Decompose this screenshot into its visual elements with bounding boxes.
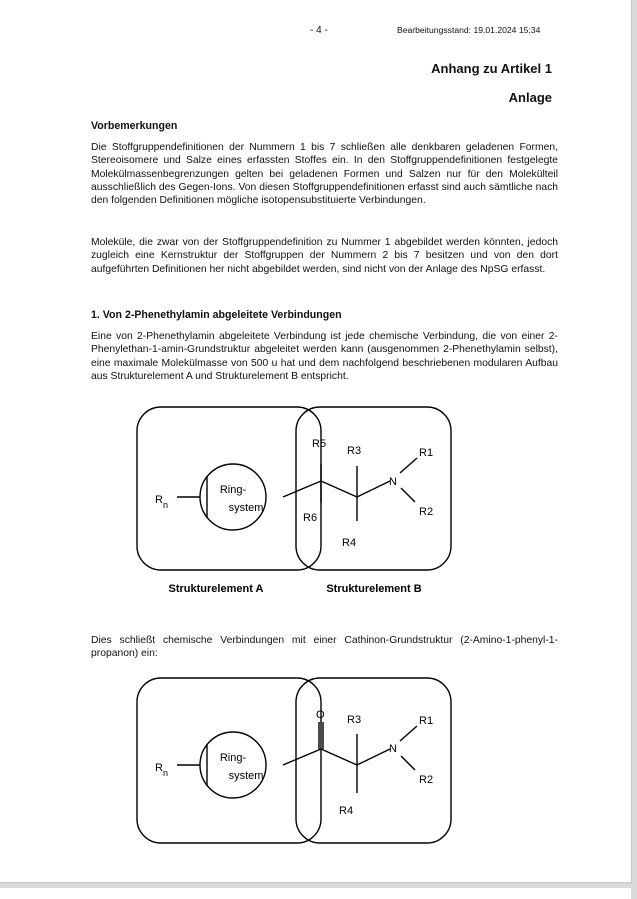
n-label: N: [389, 476, 397, 488]
cathinone-r4-label: R4: [339, 805, 354, 817]
cathinone-paragraph: Dies schließt chemische Verbindungen mit einer Cathinon-Grundstruktur (2-Amino-1-phenyl-1-propanon) ein:: [91, 635, 558, 660]
oxygen-label: O: [316, 709, 325, 721]
rn-label: R: [155, 494, 163, 506]
cathinone-c2-n-bond: [357, 749, 390, 765]
edit-status: Bearbeitungsstand: 19.01.2024 15:34: [397, 25, 541, 35]
cathinone-r3-label: R3: [347, 714, 362, 726]
ring-label-line2: system: [228, 502, 264, 514]
caption-structure-element-b: Strukturelement B: [326, 583, 422, 595]
cathinone-n-label: N: [389, 743, 397, 755]
cathinone-ring-to-carbonyl-bond: [283, 749, 321, 765]
r4-label: R4: [342, 537, 357, 549]
annex-heading: Anlage: [508, 90, 552, 105]
cathinone-r1-label: R1: [419, 715, 434, 727]
cathinone-rn-label: R: [155, 762, 163, 774]
preliminary-paragraph-1: Die Stoffgruppendefinitionen der Nummern 1 bis 7 schließen alle denkbaren geladenen Formen, Stereoisomere und Salze eines erfassten Stoffes ein. In den Stoffgruppendefinitionen festgelegte Molekülmassenbegrenzungen gelten bei geladenen Formen und Salzen nur für den Molekülteil ausschließlich des Gegen-Ions. Von diesen Stoffgruppendefinitionen erfasst sind auch sämtliche nach den folgenden Definitionen mögliche isotopensubstituierte Verbindungen.: [91, 142, 558, 206]
next-page-edge: [0, 888, 631, 899]
rn-subscript: n: [163, 500, 169, 510]
preliminary-title: Vorbemerkungen: [91, 120, 178, 132]
cathinone-ring-circle: [200, 732, 266, 798]
article-heading: Anhang zu Artikel 1: [431, 61, 552, 76]
page-number: - 4 -: [310, 25, 328, 36]
r5-label: R5: [312, 438, 327, 450]
cathinone-element-b-box: [296, 678, 451, 843]
r3-label: R3: [347, 445, 362, 457]
cathinone-n-r1-bond: [400, 726, 417, 741]
cathinone-ring-label-line2: system: [228, 770, 264, 782]
r1-label: R1: [419, 447, 434, 459]
cathinone-c1-c2-bond: [321, 749, 357, 765]
section-1-title: 1. Von 2-Phenethylamin abgeleitete Verbindungen: [91, 309, 342, 321]
cathinone-r2-label: R2: [419, 774, 434, 786]
r6-label: R6: [303, 512, 318, 524]
caption-structure-element-a: Strukturelement A: [168, 583, 264, 595]
cathinone-rn-subscript: n: [163, 768, 169, 778]
section-1-paragraph: Eine von 2-Phenethylamin abgeleitete Verbindung ist jede chemische Verbindung, die von einer 2-Phenylethan-1-amin-Grundstruktur abgeleitet werden kann (ausgenommen 2-Phenethylamin selbst), eine maximale Molekülmasse von 500 u hat und dem nachfolgend beschriebenen modularen Aufbau aus Strukturelement A und Strukturelement B entspricht.: [91, 331, 558, 382]
cathinone-ring-label-line1: Ring-: [219, 752, 247, 764]
ring-label-line1: Ring-: [219, 484, 247, 496]
r2-label: R2: [419, 506, 434, 518]
preliminary-paragraph-2: Moleküle, die zwar von der Stoffgruppendefinition zu Nummer 1 abgebildet werden könnten, jedoch zugleich eine Kernstruktur der Stoffgruppen der Nummern 2 bis 7 besitzen und von den dort aufgeführten Definitionen her nicht abgebildet werden, sind nicht von der Anlage des NpSG erfasst.: [91, 237, 558, 275]
cathinone-n-r2-bond: [401, 756, 415, 770]
